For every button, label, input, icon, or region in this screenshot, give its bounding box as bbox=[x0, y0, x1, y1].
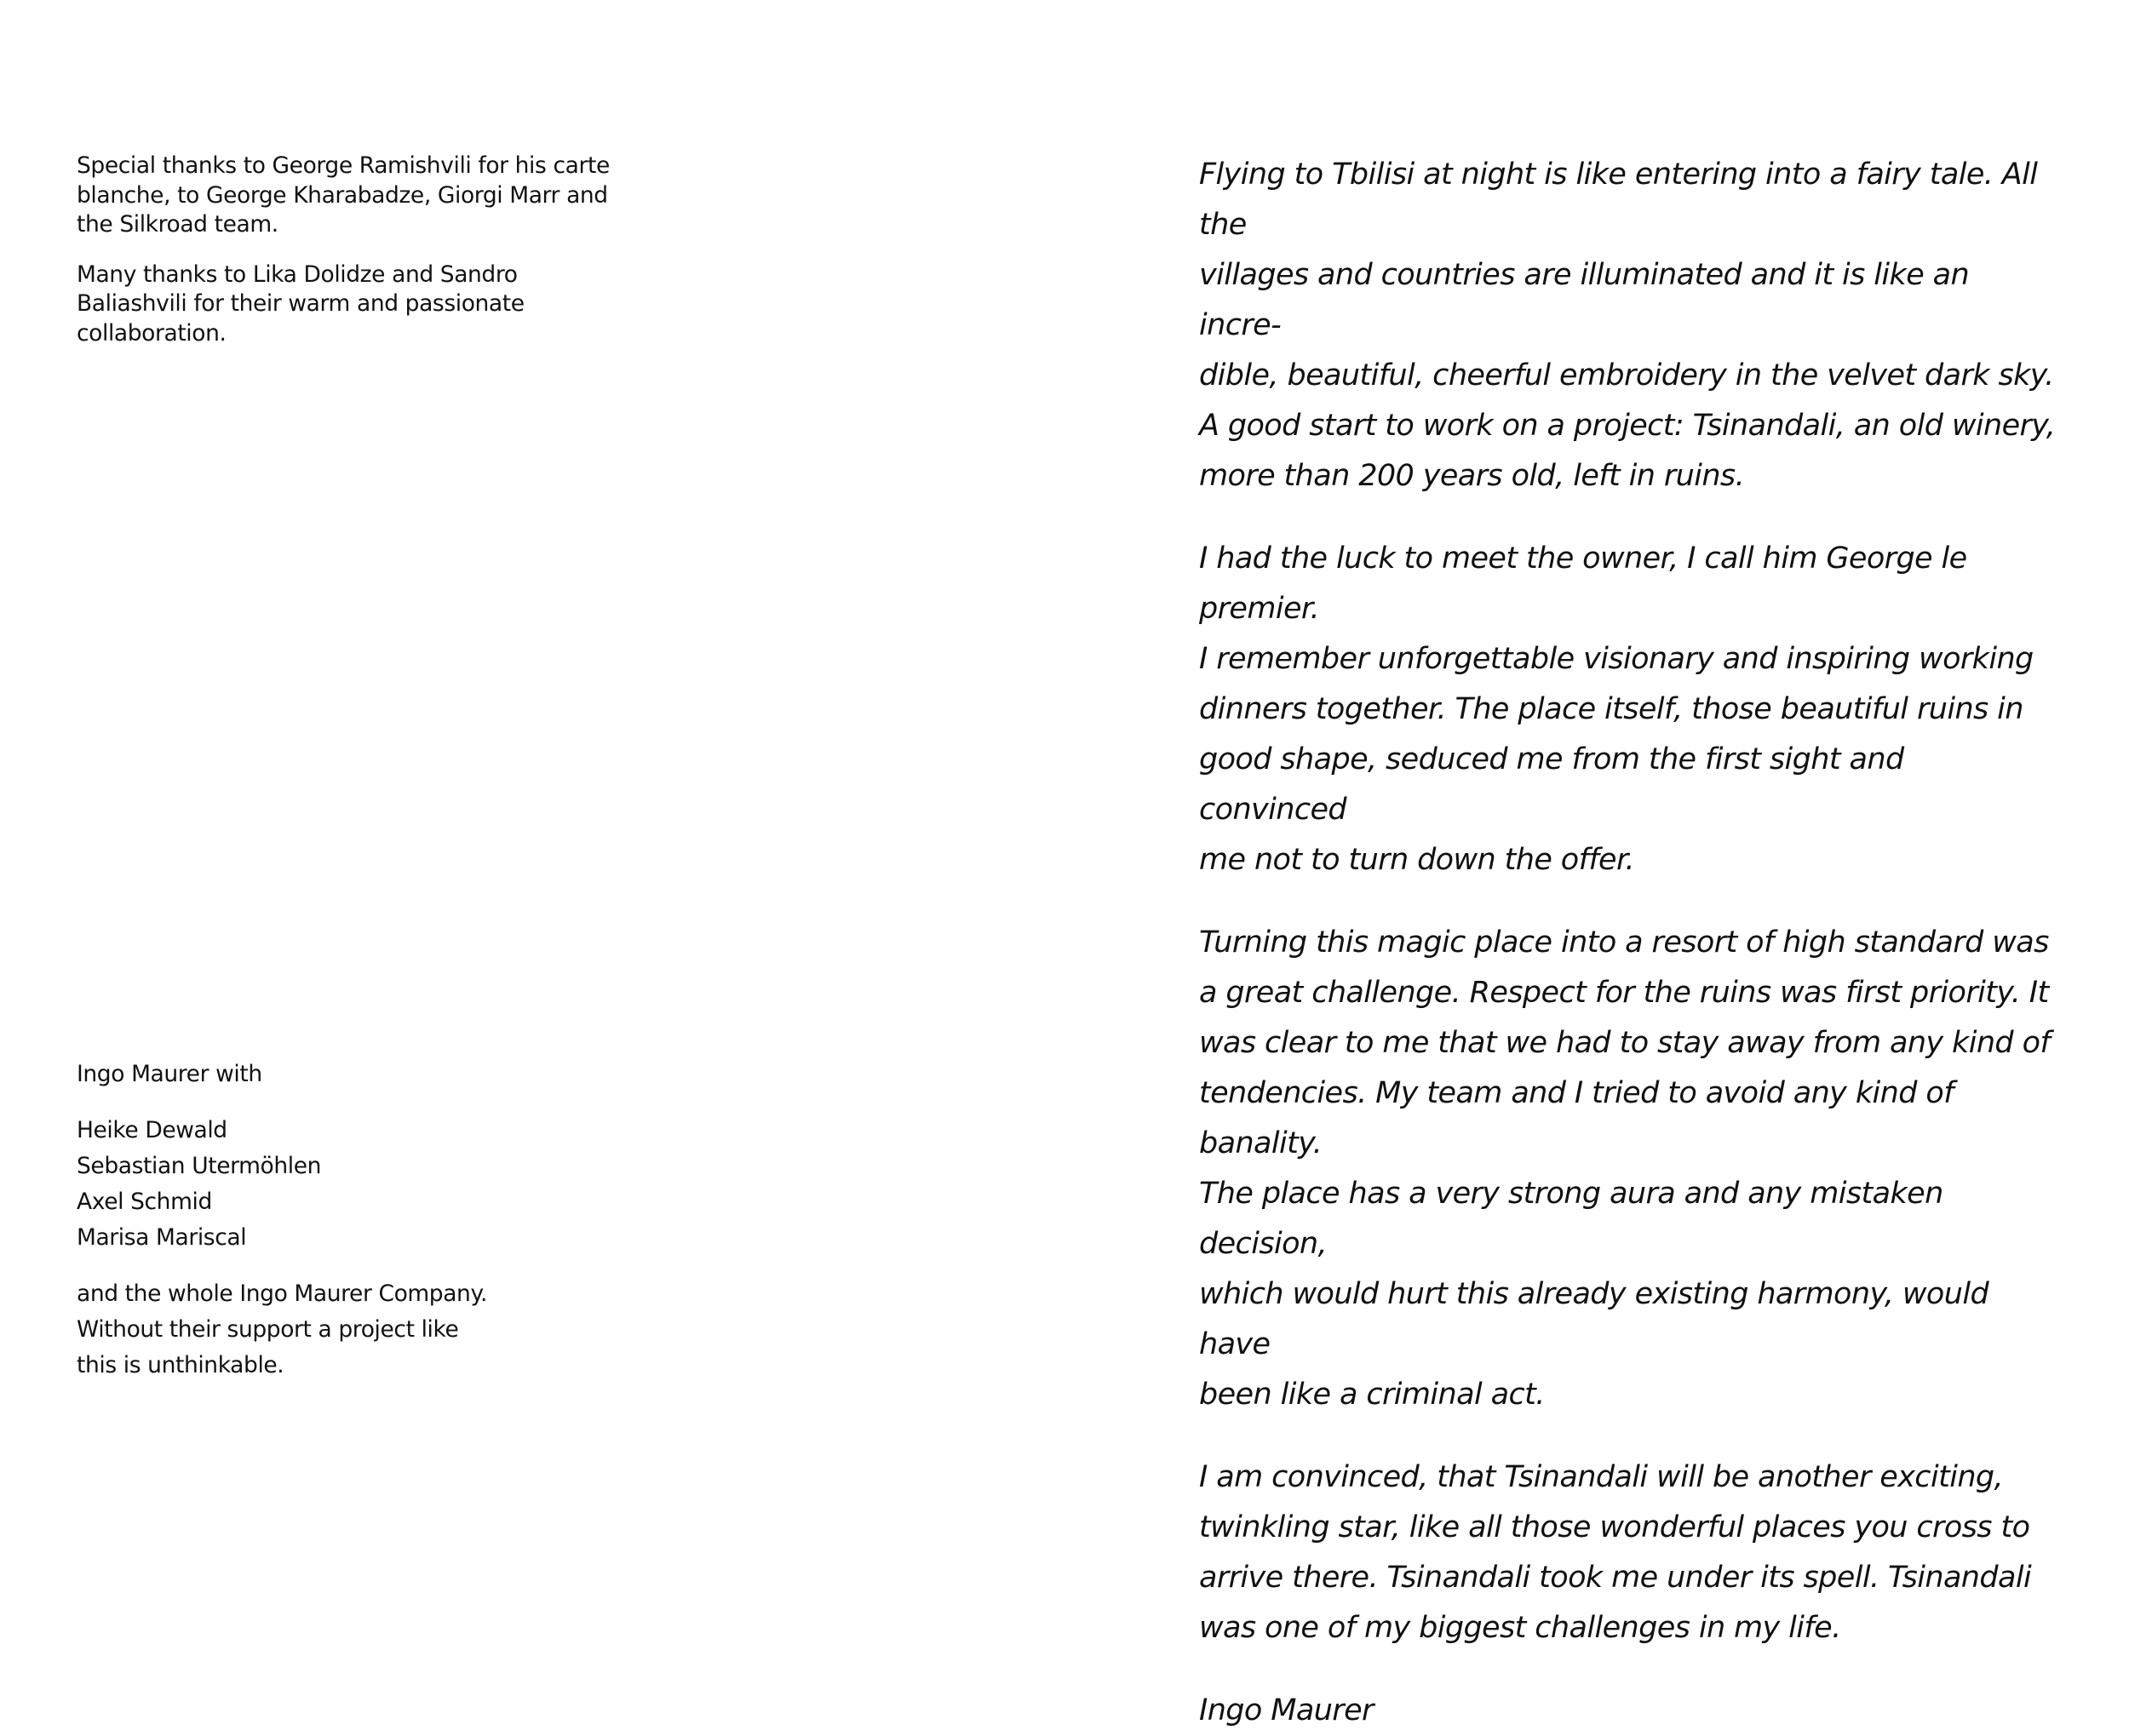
team-member: Sebastian Utermöhlen bbox=[77, 1153, 322, 1179]
team-intro: Ingo Maurer with bbox=[77, 1061, 262, 1087]
essay-paragraph: I am convinced, that Tsinandali will be another exciting, twinkling star, like all those wonderful places you cross to arrive there. Tsinandali took me under its spell. Tsinandali was one of my biggest challenges in my life. bbox=[1199, 1460, 2032, 1645]
essay-text bbox=[1199, 150, 2059, 1736]
team-closing bbox=[77, 1276, 588, 1384]
team-member-list bbox=[77, 1113, 588, 1256]
team-closing-line: Without their support a project like bbox=[77, 1316, 459, 1343]
credits-paragraph: Many thanks to Lika Dolidze and Sandro Baliashvili for their warm and passionate collaboration. bbox=[77, 261, 525, 347]
essay-paragraph: I had the luck to meet the owner, I call him George le premier. I remember unforgettable visionary and inspiring working dinners together. The place itself, those beautiful ruins in good shape, seduced me from the first sight and convinced me not to turn down the offer. bbox=[1199, 541, 2034, 877]
team-block bbox=[77, 1057, 588, 1384]
team-closing-line: this is unthinkable. bbox=[77, 1352, 284, 1378]
team-member: Marisa Mariscal bbox=[77, 1224, 247, 1251]
team-closing-line: and the whole Ingo Maurer Company. bbox=[77, 1281, 487, 1307]
credits-paragraph: Special thanks to George Ramishvili for his carte blanche, to George Kharabadze, Giorgi Marr and the Silkroad team. bbox=[77, 152, 610, 238]
essay-paragraph: Flying to Tbilisi at night is like entering into a fairy tale. All the villages and countries are illuminated and it is like an incre- dible, beautiful, cheerful embroidery in the velvet dark sky. A good start to work on a project: Tsinandali, an old winery, more than 200 years old, left in ruins. bbox=[1199, 158, 2056, 493]
team-member: Axel Schmid bbox=[77, 1189, 212, 1215]
essay-paragraph: Turning this magic place into a resort of high standard was a great challenge. Respect for the ruins was first priority. It was clear to me that we had to stay away from any kind of tendencies. My team and I tried to avoid any kind of banality. The place has a very strong aura and any mistaken decision, which would hurt this already existing harmony, would have been like a criminal act. bbox=[1199, 925, 2051, 1412]
credits-block bbox=[77, 152, 622, 369]
team-member: Heike Dewald bbox=[77, 1117, 227, 1143]
essay-signature: Ingo Maurer bbox=[1199, 1693, 1374, 1727]
